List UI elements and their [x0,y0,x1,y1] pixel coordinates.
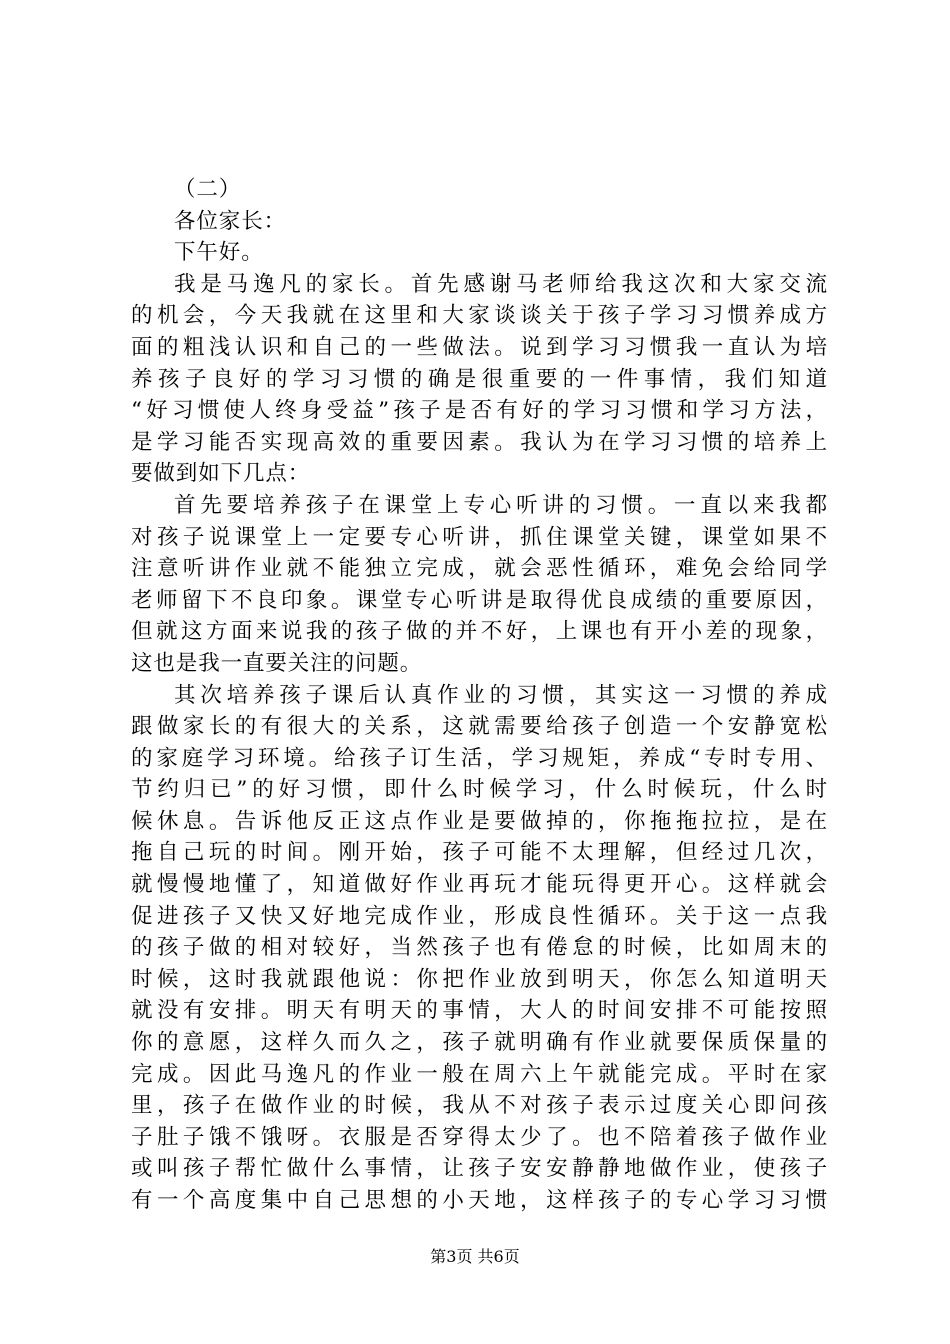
paragraph-line: “好习惯使人终身受益”孩子是否有好的学习习惯和学习方法， [131,398,828,424]
salutation: 各位家长： [174,208,287,234]
paragraph-line: 是学习能否实现高效的重要因素。我认为在学习习惯的培养上 [131,429,828,455]
paragraph-line: 的孩子做的相对较好，当然孩子也有倦怠的时候，比如周末的 [131,935,828,961]
paragraph-line: 但就这方面来说我的孩子做的并不好，上课也有开小差的现象， [131,619,828,645]
paragraph-line: 子肚子饿不饿呀。衣服是否穿得太少了。也不陪着孩子做作业 [131,1124,828,1150]
paragraph-line: 有一个高度集中自己思想的小天地，这样孩子的专心学习习惯 [131,1188,828,1213]
document-body [131,174,828,1217]
paragraph-line: 的机会，今天我就在这里和大家谈谈关于孩子学习习惯养成方 [131,303,828,329]
paragraph-line: 或叫孩子帮忙做什么事情，让孩子安安静静地做作业，使孩子 [131,1156,828,1182]
paragraph-line: 老师留下不良印象。课堂专心听讲是取得优良成绩的重要原因， [131,587,828,613]
section-heading: （二） [174,177,242,202]
paragraph-line: 你的意愿，这样久而久之，孩子就明确有作业就要保质保量的 [131,1030,828,1056]
paragraph-line: 里，孩子在做作业的时候，我从不对孩子表示过度关心即问孩 [131,1093,828,1119]
paragraph-line: 这也是我一直要关注的问题。 [131,650,423,676]
paragraph-line: 养孩子良好的学习习惯的确是很重要的一件事情，我们知道 [131,366,828,392]
paragraph-line: 面的粗浅认识和自己的一些做法。说到学习习惯我一直认为培 [131,334,828,360]
body-paragraph [131,490,828,680]
page-number: 第3页 共6页 [430,1247,520,1266]
paragraph-line: 节约归已”的好习惯，即什么时候学习，什么时候玩，什么时 [131,777,828,803]
paragraph-line: 注意听讲作业就不能独立完成，就会恶性循环，难免会给同学 [131,556,828,582]
body-paragraph [131,680,828,1217]
body-paragraphs [131,269,828,1217]
paragraph-line: 要做到如下几点： [131,461,311,487]
paragraph-line: 促进孩子又快又好地完成作业，形成良性循环。关于这一点我 [131,903,828,929]
page-footer [0,1244,950,1267]
paragraph-line: 候休息。告诉他反正这点作业是要做掉的，你拖拖拉拉，是在 [131,808,828,834]
paragraph-line: 时候，这时我就跟他说：你把作业放到明天，你怎么知道明天 [131,966,828,992]
paragraph-line: 跟做家长的有很大的关系，这就需要给孩子创造一个安静宽松 [131,714,828,740]
paragraph-line: 就慢慢地懂了，知道做好作业再玩才能玩得更开心。这样就会 [131,872,828,898]
paragraph-line: 对孩子说课堂上一定要专心听讲，抓住课堂关键，课堂如果不 [131,524,828,550]
paragraph-line: 的家庭学习环境。给孩子订生活，学习规矩，养成“专时专用、 [131,745,828,771]
paragraph-line: 首先要培养孩子在课堂上专心听讲的习惯。一直以来我都 [174,492,828,518]
paragraph-line: 我是马逸凡的家长。首先感谢马老师给我这次和大家交流 [174,271,828,297]
paragraph-line: 拖自己玩的时间。刚开始，孩子可能不太理解，但经过几次， [131,840,828,866]
body-paragraph [131,269,828,490]
greeting: 下午好。 [174,240,264,266]
paragraph-line: 其次培养孩子课后认真作业的习惯，其实这一习惯的养成 [174,682,828,708]
paragraph-line: 完成。因此马逸凡的作业一般在周六上午就能完成。平时在家 [131,1061,828,1087]
paragraph-line: 就没有安排。明天有明天的事情，大人的时间安排不可能按照 [131,998,828,1024]
